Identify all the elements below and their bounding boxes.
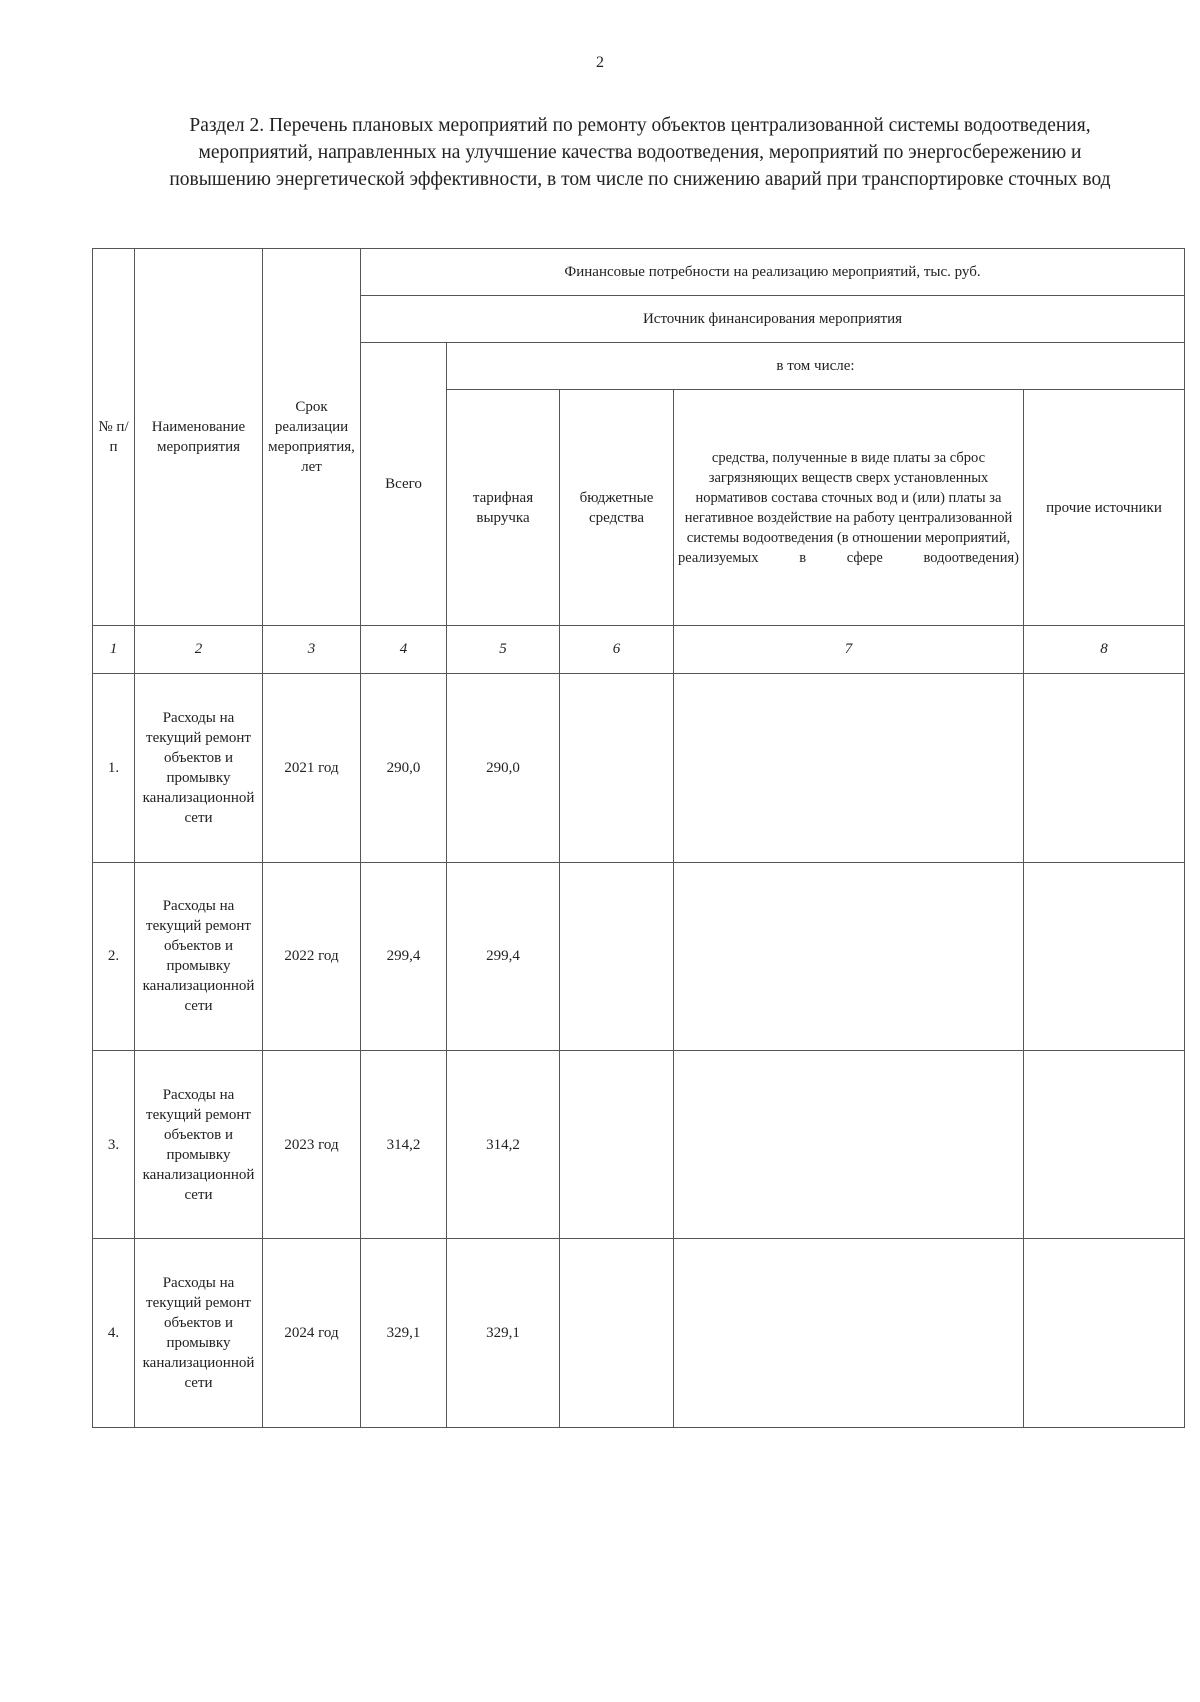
row-name: Расходы на текущий ремонт объектов и промывку канализационной сети — [135, 1050, 263, 1238]
row-other — [1024, 1239, 1185, 1428]
table-row — [93, 674, 1185, 862]
row-tariff: 299,4 — [447, 862, 560, 1050]
row-tariff: 329,1 — [447, 1239, 560, 1428]
table-row — [93, 1050, 1185, 1238]
header-term: Срок реализации мероприятия, лет — [263, 249, 361, 626]
page-number: 2 — [596, 54, 604, 71]
row-term: 2022 год — [263, 862, 361, 1050]
header-funding-source: Источник финансирования мероприятия — [361, 296, 1185, 343]
header-name: Наименование мероприятия — [135, 249, 263, 626]
column-number: 7 — [674, 625, 1024, 673]
header-fees: средства, полученные в виде платы за сброс загрязняющих веществ сверх установленных нормативов состава сточных вод и (или) платы за негативное воздействие на работу централизованной системы водоотведения (в отношении мероприятий, реализуемых в сфере водоотведения) — [674, 390, 1024, 626]
row-name: Расходы на текущий ремонт объектов и промывку канализационной сети — [135, 1239, 263, 1428]
column-number: 3 — [263, 625, 361, 673]
header-total: Всего — [361, 343, 447, 626]
plan-table — [92, 248, 1185, 1428]
row-fees — [674, 674, 1024, 862]
row-budget — [560, 862, 674, 1050]
row-other — [1024, 1050, 1185, 1238]
table-row — [93, 862, 1185, 1050]
column-number: 5 — [447, 625, 560, 673]
section-title: Раздел 2. Перечень плановых мероприятий по ремонту объектов централизованной системы водоотведения, мероприятий, направленных на улучшение качества водоотведения, мероприятий по энергосбережению и повышению энергетической эффективности, в том числе по снижению аварий при транспортировке сточных вод — [169, 115, 1111, 190]
row-number: 4. — [93, 1239, 135, 1428]
header-including: в том числе: — [447, 343, 1185, 390]
row-fees — [674, 1050, 1024, 1238]
column-numbers-row — [93, 625, 1185, 673]
row-number: 2. — [93, 862, 135, 1050]
row-budget — [560, 1239, 674, 1428]
row-total: 290,0 — [361, 674, 447, 862]
row-other — [1024, 862, 1185, 1050]
row-tariff: 314,2 — [447, 1050, 560, 1238]
row-total: 329,1 — [361, 1239, 447, 1428]
row-term: 2023 год — [263, 1050, 361, 1238]
header-budget: бюджетные средства — [560, 390, 674, 626]
row-term: 2021 год — [263, 674, 361, 862]
row-number: 3. — [93, 1050, 135, 1238]
header-financial-needs: Финансовые потребности на реализацию мероприятий, тыс. руб. — [361, 249, 1185, 296]
row-name: Расходы на текущий ремонт объектов и промывку канализационной сети — [135, 674, 263, 862]
header-other: прочие источники — [1024, 390, 1185, 626]
column-number: 6 — [560, 625, 674, 673]
row-number: 1. — [93, 674, 135, 862]
row-term: 2024 год — [263, 1239, 361, 1428]
column-number: 1 — [93, 625, 135, 673]
column-number: 4 — [361, 625, 447, 673]
row-name: Расходы на текущий ремонт объектов и промывку канализационной сети — [135, 862, 263, 1050]
row-fees — [674, 862, 1024, 1050]
row-budget — [560, 1050, 674, 1238]
row-tariff: 290,0 — [447, 674, 560, 862]
column-number: 8 — [1024, 625, 1185, 673]
header-num: № п/п — [93, 249, 135, 626]
column-number: 2 — [135, 625, 263, 673]
row-budget — [560, 674, 674, 862]
row-total: 314,2 — [361, 1050, 447, 1238]
row-other — [1024, 674, 1185, 862]
header-tariff: тарифная выручка — [447, 390, 560, 626]
row-total: 299,4 — [361, 862, 447, 1050]
row-fees — [674, 1239, 1024, 1428]
table-row — [93, 1239, 1185, 1428]
